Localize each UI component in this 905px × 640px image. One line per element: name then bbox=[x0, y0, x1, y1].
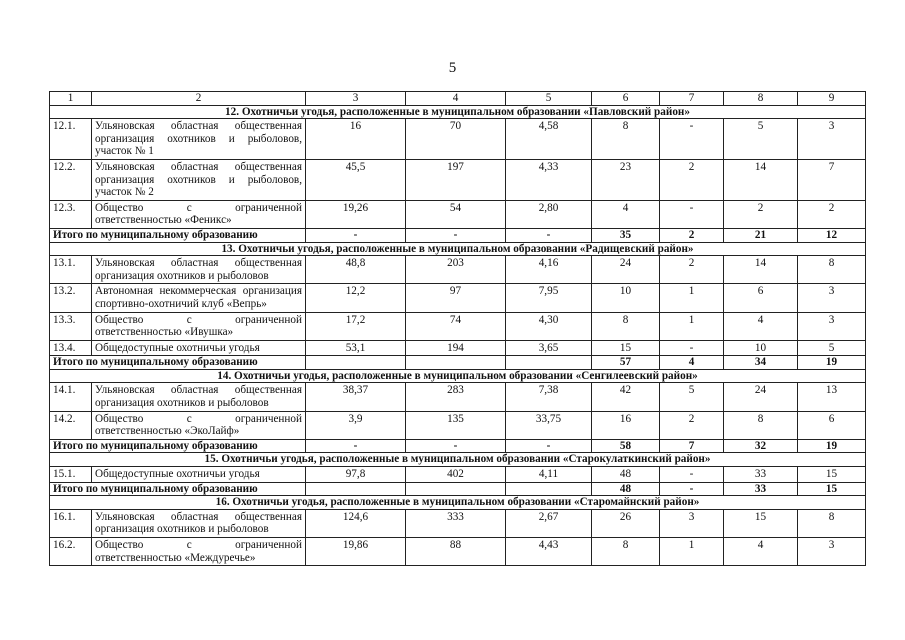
value-cell-c5: 4,11 bbox=[506, 467, 592, 483]
total-cell-c6: 58 bbox=[592, 439, 660, 453]
total-cell-c9: 19 bbox=[798, 356, 866, 370]
column-number-row bbox=[50, 92, 866, 106]
table-row bbox=[50, 312, 866, 340]
total-cell-c8: 21 bbox=[724, 228, 798, 242]
value-cell-c5: 4,43 bbox=[506, 538, 592, 566]
value-cell-c4: 283 bbox=[406, 383, 506, 411]
value-cell-c9: 2 bbox=[798, 200, 866, 228]
value-cell-c6: 8 bbox=[592, 538, 660, 566]
total-cell-c6: 35 bbox=[592, 228, 660, 242]
total-cell-c9: 15 bbox=[798, 482, 866, 496]
value-cell-c7: 2 bbox=[660, 256, 724, 284]
value-cell-c8: 14 bbox=[724, 256, 798, 284]
value-cell-c6: 48 bbox=[592, 467, 660, 483]
value-cell-c9: 5 bbox=[798, 340, 866, 356]
value-cell-c3: 97,8 bbox=[306, 467, 406, 483]
value-cell-c5: 4,33 bbox=[506, 159, 592, 200]
organization-name: Ульяновская областная общественная организация охотников и рыболовов, участок № 2 bbox=[92, 159, 306, 200]
value-cell-c3: 124,6 bbox=[306, 509, 406, 537]
value-cell-c4: 97 bbox=[406, 284, 506, 312]
table-row bbox=[50, 256, 866, 284]
section-title: 16. Охотничьи угодья, расположенные в муниципальном образовании «Старомайнский район» bbox=[50, 496, 866, 510]
page-number: 5 bbox=[448, 60, 457, 76]
total-cell-c7: - bbox=[660, 482, 724, 496]
table-body bbox=[50, 92, 866, 566]
total-cell-c5: - bbox=[506, 228, 592, 242]
row-number: 13.4. bbox=[50, 340, 92, 356]
column-number: 9 bbox=[798, 92, 866, 106]
total-cell-c4: - bbox=[406, 228, 506, 242]
total-cell-c7: 2 bbox=[660, 228, 724, 242]
total-cell-c4: - bbox=[406, 439, 506, 453]
organization-name: Ульяновская областная общественная организация охотников и рыболовов bbox=[92, 256, 306, 284]
hunting-grounds-table bbox=[49, 91, 866, 566]
value-cell-c4: 135 bbox=[406, 411, 506, 439]
row-number: 12.3. bbox=[50, 200, 92, 228]
organization-name: Общедоступные охотничьи угодья bbox=[92, 467, 306, 483]
section-title: 15. Охотничьи угодья, расположенные в муниципальном образовании «Старокулаткинский район» bbox=[50, 453, 866, 467]
column-number: 3 bbox=[306, 92, 406, 106]
organization-name: Автономная некоммерческая организация спортивно-охотничий клуб «Вепрь» bbox=[92, 284, 306, 312]
value-cell-c8: 4 bbox=[724, 312, 798, 340]
value-cell-c6: 23 bbox=[592, 159, 660, 200]
value-cell-c7: - bbox=[660, 200, 724, 228]
total-cell-c4 bbox=[406, 482, 506, 496]
value-cell-c4: 70 bbox=[406, 119, 506, 160]
row-number: 14.1. bbox=[50, 383, 92, 411]
value-cell-c8: 8 bbox=[724, 411, 798, 439]
column-number: 7 bbox=[660, 92, 724, 106]
value-cell-c6: 10 bbox=[592, 284, 660, 312]
row-number: 14.2. bbox=[50, 411, 92, 439]
table-row bbox=[50, 119, 866, 160]
total-cell-c5 bbox=[506, 356, 592, 370]
organization-name: Общество с ограниченной ответственностью «Ивушка» bbox=[92, 312, 306, 340]
value-cell-c9: 6 bbox=[798, 411, 866, 439]
value-cell-c7: 3 bbox=[660, 509, 724, 537]
section-title: 12. Охотничьи угодья, расположенные в муниципальном образовании «Павловский район» bbox=[50, 105, 866, 119]
value-cell-c7: 5 bbox=[660, 383, 724, 411]
value-cell-c3: 17,2 bbox=[306, 312, 406, 340]
row-number: 12.2. bbox=[50, 159, 92, 200]
total-cell-c3 bbox=[306, 482, 406, 496]
total-cell-c9: 19 bbox=[798, 439, 866, 453]
total-cell-c7: 4 bbox=[660, 356, 724, 370]
value-cell-c3: 3,9 bbox=[306, 411, 406, 439]
value-cell-c3: 12,2 bbox=[306, 284, 406, 312]
table-row bbox=[50, 538, 866, 566]
section-title-row bbox=[50, 496, 866, 510]
value-cell-c3: 48,8 bbox=[306, 256, 406, 284]
value-cell-c8: 14 bbox=[724, 159, 798, 200]
table-row bbox=[50, 509, 866, 537]
value-cell-c7: - bbox=[660, 340, 724, 356]
value-cell-c6: 42 bbox=[592, 383, 660, 411]
table-row bbox=[50, 340, 866, 356]
value-cell-c3: 16 bbox=[306, 119, 406, 160]
table-row bbox=[50, 284, 866, 312]
total-row bbox=[50, 482, 866, 496]
value-cell-c5: 33,75 bbox=[506, 411, 592, 439]
value-cell-c6: 4 bbox=[592, 200, 660, 228]
value-cell-c9: 15 bbox=[798, 467, 866, 483]
value-cell-c8: 10 bbox=[724, 340, 798, 356]
value-cell-c5: 4,30 bbox=[506, 312, 592, 340]
value-cell-c5: 4,16 bbox=[506, 256, 592, 284]
organization-name: Общедоступные охотничьи угодья bbox=[92, 340, 306, 356]
total-label: Итого по муниципальному образованию bbox=[50, 228, 306, 242]
value-cell-c6: 24 bbox=[592, 256, 660, 284]
row-number: 13.1. bbox=[50, 256, 92, 284]
total-cell-c6: 57 bbox=[592, 356, 660, 370]
value-cell-c6: 8 bbox=[592, 119, 660, 160]
organization-name: Общество с ограниченной ответственностью «ЭкоЛайф» bbox=[92, 411, 306, 439]
value-cell-c5: 7,95 bbox=[506, 284, 592, 312]
total-cell-c8: 34 bbox=[724, 356, 798, 370]
value-cell-c3: 53,1 bbox=[306, 340, 406, 356]
row-number: 12.1. bbox=[50, 119, 92, 160]
total-label: Итого по муниципальному образованию bbox=[50, 482, 306, 496]
table-row bbox=[50, 159, 866, 200]
section-title-row bbox=[50, 242, 866, 256]
total-cell-c3: - bbox=[306, 439, 406, 453]
total-cell-c6: 48 bbox=[592, 482, 660, 496]
row-number: 13.3. bbox=[50, 312, 92, 340]
row-number: 15.1. bbox=[50, 467, 92, 483]
value-cell-c5: 2,67 bbox=[506, 509, 592, 537]
value-cell-c4: 74 bbox=[406, 312, 506, 340]
value-cell-c6: 8 bbox=[592, 312, 660, 340]
value-cell-c7: 1 bbox=[660, 284, 724, 312]
total-row bbox=[50, 228, 866, 242]
value-cell-c6: 15 bbox=[592, 340, 660, 356]
value-cell-c9: 3 bbox=[798, 284, 866, 312]
value-cell-c3: 45,5 bbox=[306, 159, 406, 200]
value-cell-c9: 13 bbox=[798, 383, 866, 411]
section-title-row bbox=[50, 105, 866, 119]
total-cell-c5: - bbox=[506, 439, 592, 453]
value-cell-c9: 7 bbox=[798, 159, 866, 200]
value-cell-c4: 333 bbox=[406, 509, 506, 537]
value-cell-c8: 33 bbox=[724, 467, 798, 483]
total-cell-c4 bbox=[406, 356, 506, 370]
value-cell-c4: 54 bbox=[406, 200, 506, 228]
value-cell-c9: 3 bbox=[798, 312, 866, 340]
value-cell-c9: 3 bbox=[798, 119, 866, 160]
total-cell-c8: 32 bbox=[724, 439, 798, 453]
value-cell-c5: 3,65 bbox=[506, 340, 592, 356]
value-cell-c8: 6 bbox=[724, 284, 798, 312]
column-number: 5 bbox=[506, 92, 592, 106]
value-cell-c5: 7,38 bbox=[506, 383, 592, 411]
section-title: 13. Охотничьи угодья, расположенные в муниципальном образовании «Радищевский район» bbox=[50, 242, 866, 256]
section-title-row bbox=[50, 369, 866, 383]
value-cell-c7: - bbox=[660, 119, 724, 160]
row-number: 16.2. bbox=[50, 538, 92, 566]
total-cell-c3 bbox=[306, 356, 406, 370]
value-cell-c4: 402 bbox=[406, 467, 506, 483]
total-cell-c7: 7 bbox=[660, 439, 724, 453]
total-cell-c5 bbox=[506, 482, 592, 496]
column-number: 8 bbox=[724, 92, 798, 106]
organization-name: Ульяновская областная общественная организация охотников и рыболовов bbox=[92, 383, 306, 411]
organization-name: Общество с ограниченной ответственностью «Феникс» bbox=[92, 200, 306, 228]
total-row bbox=[50, 439, 866, 453]
value-cell-c6: 26 bbox=[592, 509, 660, 537]
value-cell-c7: - bbox=[660, 467, 724, 483]
value-cell-c7: 1 bbox=[660, 538, 724, 566]
organization-name: Ульяновская областная общественная организация охотников и рыболовов bbox=[92, 509, 306, 537]
section-title-row bbox=[50, 453, 866, 467]
row-number: 16.1. bbox=[50, 509, 92, 537]
value-cell-c6: 16 bbox=[592, 411, 660, 439]
value-cell-c3: 38,37 bbox=[306, 383, 406, 411]
table-row bbox=[50, 383, 866, 411]
value-cell-c8: 15 bbox=[724, 509, 798, 537]
value-cell-c4: 203 bbox=[406, 256, 506, 284]
section-title: 14. Охотничьи угодья, расположенные в муниципальном образовании «Сенгилеевский район» bbox=[50, 369, 866, 383]
total-cell-c9: 12 bbox=[798, 228, 866, 242]
value-cell-c8: 24 bbox=[724, 383, 798, 411]
value-cell-c4: 88 bbox=[406, 538, 506, 566]
total-label: Итого по муниципальному образованию bbox=[50, 439, 306, 453]
total-cell-c8: 33 bbox=[724, 482, 798, 496]
value-cell-c8: 2 bbox=[724, 200, 798, 228]
value-cell-c4: 194 bbox=[406, 340, 506, 356]
table-row bbox=[50, 200, 866, 228]
row-number: 13.2. bbox=[50, 284, 92, 312]
column-number: 6 bbox=[592, 92, 660, 106]
value-cell-c9: 8 bbox=[798, 509, 866, 537]
organization-name: Общество с ограниченной ответственностью «Междуречье» bbox=[92, 538, 306, 566]
total-label: Итого по муниципальному образованию bbox=[50, 356, 306, 370]
column-number: 2 bbox=[92, 92, 306, 106]
value-cell-c7: 2 bbox=[660, 411, 724, 439]
value-cell-c9: 3 bbox=[798, 538, 866, 566]
value-cell-c5: 4,58 bbox=[506, 119, 592, 160]
table-row bbox=[50, 411, 866, 439]
value-cell-c4: 197 bbox=[406, 159, 506, 200]
value-cell-c5: 2,80 bbox=[506, 200, 592, 228]
value-cell-c8: 5 bbox=[724, 119, 798, 160]
organization-name: Ульяновская областная общественная организация охотников и рыболовов, участок № 1 bbox=[92, 119, 306, 160]
value-cell-c3: 19,26 bbox=[306, 200, 406, 228]
total-row bbox=[50, 356, 866, 370]
column-number: 4 bbox=[406, 92, 506, 106]
value-cell-c3: 19,86 bbox=[306, 538, 406, 566]
total-cell-c3: - bbox=[306, 228, 406, 242]
value-cell-c7: 2 bbox=[660, 159, 724, 200]
value-cell-c8: 4 bbox=[724, 538, 798, 566]
value-cell-c7: 1 bbox=[660, 312, 724, 340]
column-number: 1 bbox=[50, 92, 92, 106]
value-cell-c9: 8 bbox=[798, 256, 866, 284]
table-row bbox=[50, 467, 866, 483]
